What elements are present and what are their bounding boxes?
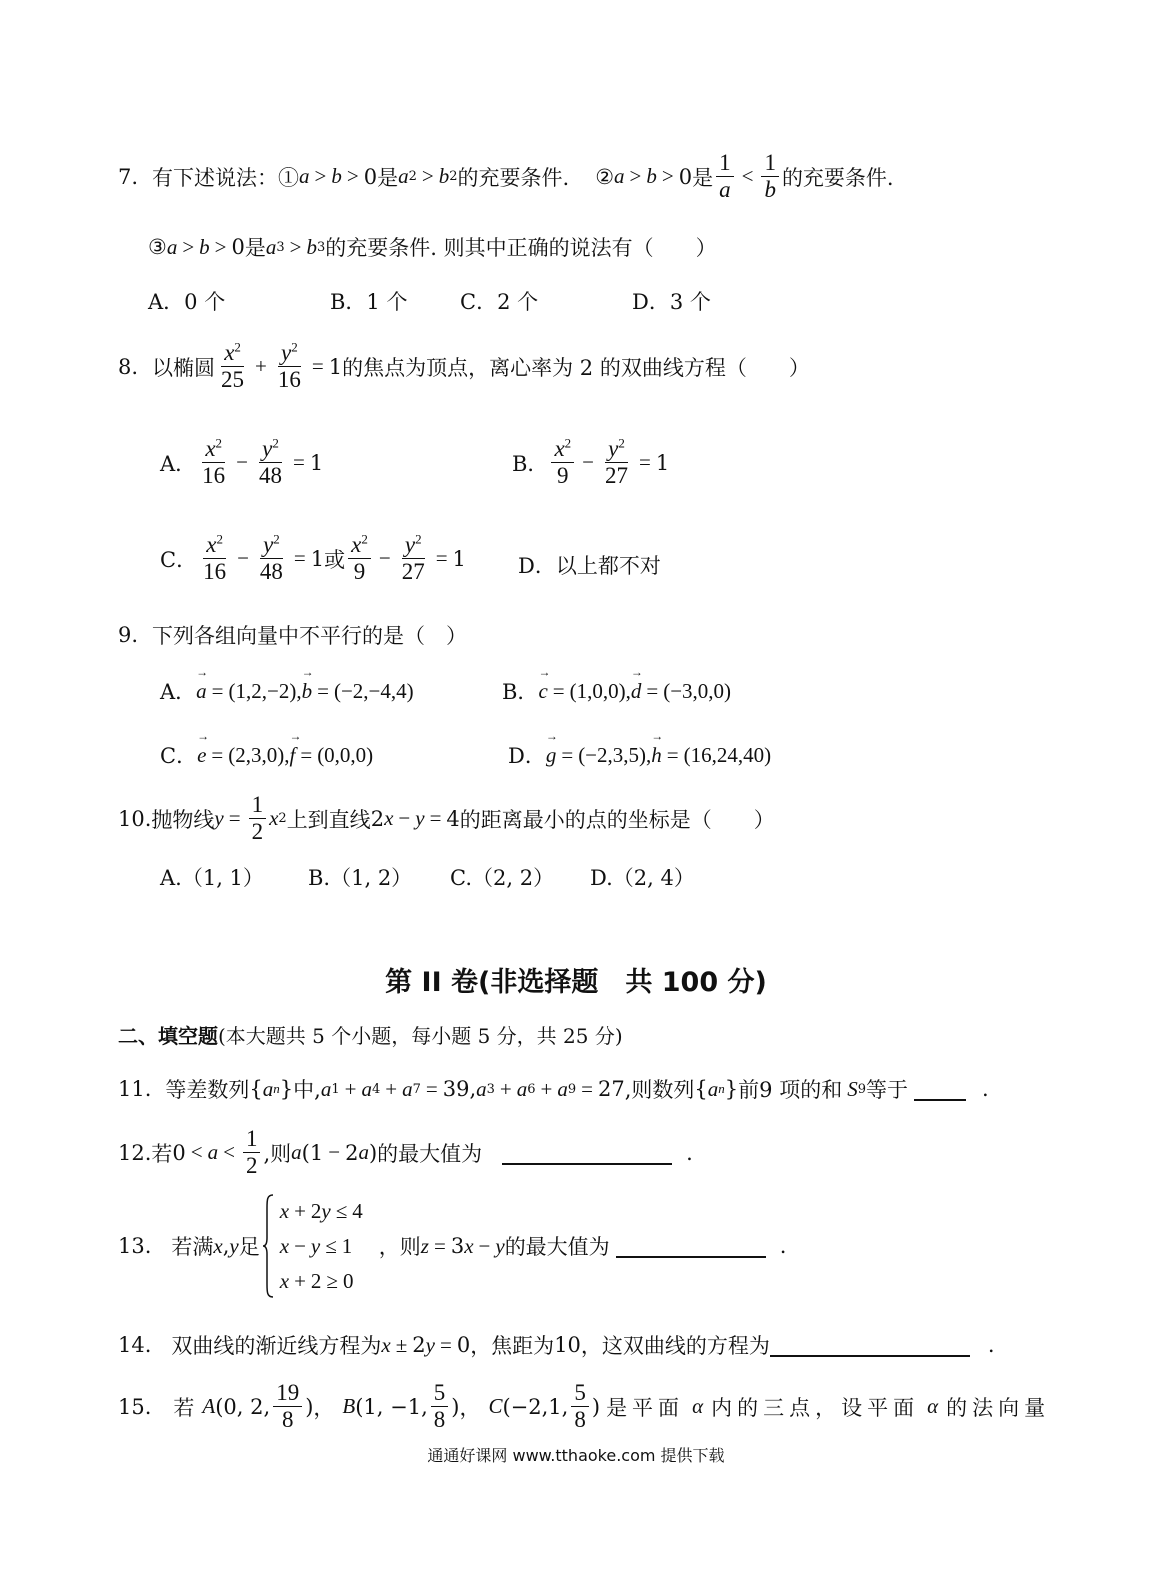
option-b: B．1 个 bbox=[330, 290, 408, 314]
answer-blank[interactable] bbox=[616, 1234, 766, 1258]
question-7-line-2: ③ a > b > 0 是 a 3 > b 3 的充要条件. 则其中正确的说法有（ ） bbox=[148, 234, 717, 260]
question-number: 15. bbox=[118, 1394, 152, 1419]
question-number: 8. bbox=[118, 354, 139, 379]
constraint-system: x + 2y ≤ 4 x − y ≤ 1 x + 2 ≥ 0 bbox=[279, 1198, 363, 1293]
question-number: 12. bbox=[118, 1140, 152, 1165]
question-14: 14. 双曲线的渐近线方程为 x ± 2 y = 0 ，焦距为 10 ，这双曲线的方程为 . bbox=[118, 1332, 995, 1358]
option-a: A.（1, 1） bbox=[160, 866, 264, 890]
part-2-title: 第 II 卷(非选择题 共 100 分) bbox=[385, 967, 767, 998]
question-9-line-1: 9. 下列各组向量中不平行的是（ ） bbox=[118, 623, 468, 648]
question-number: 11. bbox=[118, 1077, 152, 1101]
option-c: C.（2, 2） bbox=[450, 866, 555, 890]
question-number: 13. bbox=[118, 1234, 152, 1258]
answer-blank[interactable] bbox=[502, 1141, 672, 1165]
question-12: 12. 若 0 < a < $\frac{1}{2}$ ,则 a (1 − 2 a ) 的最大值为 . bbox=[118, 1126, 693, 1179]
question-8-line-1: 8. 以椭圆 $\frac{x^2}{25}$ + $\frac{y^2}{16}$ = 1 的焦点为顶点，离心率为 2 的双曲线方程（ ） bbox=[118, 339, 810, 393]
q9-option-b: B． → c = (1,0,0), → d = (−3,0,0) bbox=[502, 676, 731, 706]
answer-blank[interactable] bbox=[770, 1333, 970, 1357]
q9-option-c: C． → e = (2,3,0), → f = (0,0,0) bbox=[160, 740, 373, 770]
question-number: 10. bbox=[118, 806, 152, 831]
q9-option-d: D． → g = (−2,3,5), → h = (16,24,40) bbox=[508, 740, 771, 770]
question-number: 14. bbox=[118, 1333, 152, 1357]
option-a: A．0 个 bbox=[148, 290, 226, 314]
section-2-header: 二、填空题(本大题共 5 个小题，每小题 5 分，共 25 分) bbox=[118, 1024, 623, 1048]
system-brace bbox=[262, 1194, 274, 1298]
option-b: B.（1, 2） bbox=[308, 866, 413, 890]
question-11: 11. 等差数列 { a n } 中, a 1 + a 4 + a 7 = 39, a 3 + a 6 + a 9 = 27 ,则数列 { a n } 前9 项的和 S 9 等于 . bbox=[118, 1076, 989, 1102]
question-7-line-1: 7. 有下述说法：① a > b > 0 是 a 2 > b 2 的充要条件. ② a > b > 0 是 $\frac{1}{a}$ < $\frac{1}{b}$ 的充要条件. bbox=[118, 150, 894, 203]
question-number: 9. bbox=[118, 623, 139, 647]
q8-option-d: D．以上都不对 bbox=[518, 554, 661, 578]
question-13: 13. 若满 x , y 足 x + 2y ≤ 4 x − y ≤ 1 x + 2 ≥ 0 ，则 z = 3 x − y 的最大值为 . bbox=[118, 1194, 786, 1298]
question-number: 7. bbox=[118, 164, 139, 189]
fraction-1-over-b: $\frac{1}{b}$ bbox=[761, 150, 779, 204]
q8-option-a: A． $\frac{x^2}{16}$ − $\frac{y^2}{48}$ = 1 bbox=[160, 435, 324, 489]
left-brace-icon bbox=[262, 1194, 274, 1298]
question-15: 15. 若 A (0, 2, $\frac{19}{8}$ ) ， B (1, −1, $\frac{5}{8}$ ) ， C (−2,1, $\frac{5}{8}$ ) 是平面 α 内的三点，设平面 α 的法向量 bbox=[118, 1380, 1051, 1433]
answer-blank[interactable] bbox=[914, 1077, 966, 1101]
option-d: D．3 个 bbox=[632, 290, 711, 314]
q8-option-b: B． $\frac{x^2}{9}$ − $\frac{y^2}{27}$ = 1 bbox=[512, 435, 670, 489]
option-c: C．2 个 bbox=[460, 290, 539, 314]
option-d: D.（2, 4） bbox=[590, 866, 695, 890]
q8-option-c: C． $\frac{x^2}{16}$ − $\frac{y^2}{48}$ = 1 或 $\frac{x^2}{9}$ − $\frac{y^2}{27}$ = 1 bbox=[160, 531, 466, 585]
question-10-line-1: 10. 抛物线 y = $\frac{1}{2}$ x 2 上到直线 2 x − y = 4 的距离最小的点的坐标是（ ） bbox=[118, 792, 775, 845]
q9-option-a: A． → a = (1,2,−2), → b = (−2,−4,4) bbox=[160, 676, 414, 706]
fraction-1-over-a: $\frac{1}{a}$ bbox=[716, 150, 734, 204]
footer-credit: 通通好课网 www.tthaoke.com 提供下载 bbox=[427, 1446, 725, 1465]
